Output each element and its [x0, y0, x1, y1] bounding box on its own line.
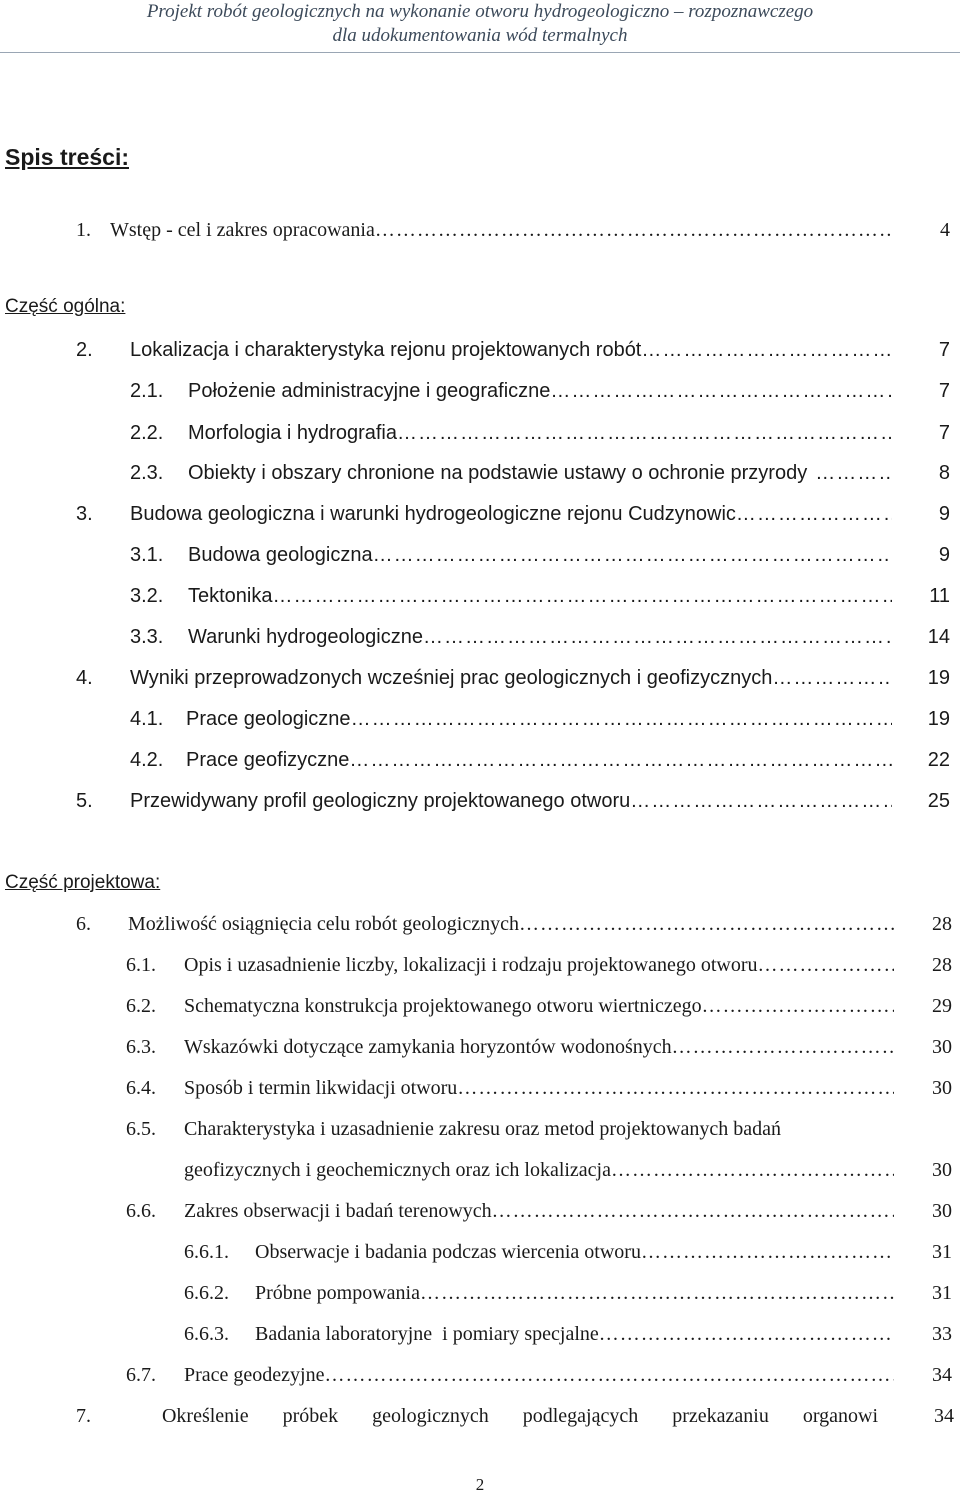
- toc-entry-text: Wyniki przeprowadzonych wcześniej prac geologicznych i geofizycznych: [130, 667, 773, 689]
- toc-entry-number: 4.2.: [130, 749, 164, 771]
- toc-entry-number: 2.2.: [130, 422, 164, 444]
- toc-entry-page: 30: [932, 1159, 952, 1181]
- toc-entry-number: 3.2.: [130, 585, 164, 607]
- toc-entry-number: 6.6.3.: [184, 1323, 229, 1345]
- toc-entry-number: 3.3.: [130, 626, 164, 648]
- toc-entry-text: Prace geodezyjne: [184, 1364, 325, 1386]
- toc-entry[interactable]: [76, 787, 950, 815]
- toc-entry-page: 33: [932, 1323, 952, 1345]
- toc-entry[interactable]: [126, 1197, 952, 1225]
- toc-entry[interactable]: [126, 1115, 906, 1143]
- toc-leader-dots: [519, 910, 894, 938]
- toc-entry[interactable]: [130, 746, 950, 774]
- toc-entry-page: 9: [938, 503, 950, 525]
- toc-leader-dots: [397, 419, 892, 447]
- toc-entry-page: 9: [938, 544, 950, 566]
- toc-leader-dots: [373, 541, 892, 569]
- header-line-2: dla udokumentowania wód termalnych: [332, 25, 628, 46]
- toc-entry-number: 6.3.: [126, 1036, 156, 1058]
- toc-entry-page: 34: [934, 1405, 954, 1427]
- toc-leader-dots: [630, 787, 892, 815]
- toc-entry-text: Prace geologiczne: [186, 708, 351, 730]
- toc-entry-number: 6.7.: [126, 1364, 156, 1386]
- toc-entry-text: geofizycznych i geochemicznych oraz ich lokalizacja: [184, 1159, 611, 1181]
- toc-entry-text: Zakres obserwacji i badań terenowych: [184, 1200, 492, 1222]
- toc-entry-text: Obiekty i obszary chronione na podstawie ustawy o ochronie przyrody: [188, 462, 808, 484]
- toc-entry-page: 30: [932, 1036, 952, 1058]
- toc-entry-page: 31: [932, 1241, 952, 1263]
- toc-entry-page: 4: [940, 219, 950, 241]
- toc-entry[interactable]: [126, 1074, 952, 1102]
- toc-leader-dots: [736, 500, 892, 528]
- toc-entry[interactable]: [76, 910, 952, 938]
- toc-entry[interactable]: [76, 336, 950, 364]
- toc-leader-dots: [457, 1074, 894, 1102]
- toc-entry-page: 19: [927, 667, 950, 689]
- toc-entry-continuation[interactable]: [184, 1156, 952, 1184]
- toc-entry-word: próbek: [282, 1405, 339, 1427]
- toc-entry-number: 4.1.: [130, 708, 164, 730]
- toc-leader-dots: [423, 623, 892, 651]
- toc-entry[interactable]: [76, 216, 950, 244]
- toc-entry[interactable]: [184, 1238, 952, 1266]
- toc-entry-text: Budowa geologiczna: [188, 544, 373, 566]
- section-heading-general: Część ogólna:: [5, 296, 126, 317]
- toc-entry[interactable]: [130, 705, 950, 733]
- toc-entry[interactable]: [126, 1033, 952, 1061]
- toc-entry-word: przekazaniu: [672, 1405, 769, 1427]
- toc-entry-number: 1.: [76, 219, 91, 241]
- toc-entry[interactable]: [130, 419, 950, 447]
- toc-entry-number: 3.1.: [130, 544, 164, 566]
- toc-entry[interactable]: [76, 500, 950, 528]
- toc-entry-text: Możliwość osiągnięcia celu robót geologicznych: [128, 913, 519, 935]
- toc-entry-number: 6.5.: [126, 1118, 156, 1140]
- toc-entry-number: 6.1.: [126, 954, 156, 976]
- toc-leader-dots: [324, 1361, 894, 1389]
- toc-entry-text: Sposób i termin likwidacji otworu: [184, 1077, 458, 1099]
- toc-entry-number: 7.: [76, 1405, 91, 1427]
- toc-entry-text: Morfologia i hydrografia: [188, 422, 397, 444]
- toc-entry-page: 34: [932, 1364, 952, 1386]
- toc-entry-page: 22: [927, 749, 950, 771]
- toc-entry-text: Badania laboratoryjne i pomiary specjalne: [255, 1323, 599, 1345]
- toc-entry-text: Tektonika: [188, 585, 273, 607]
- toc-entry-text: Lokalizacja i charakterystyka rejonu projektowanych robót: [130, 339, 642, 361]
- toc-entry-text: Przewidywany profil geologiczny projektowanego otworu: [130, 790, 631, 812]
- toc-leader-dots: [273, 582, 893, 610]
- toc-leader-dots: [702, 992, 894, 1020]
- toc-entry-word: geologicznych: [372, 1405, 489, 1427]
- toc-entry[interactable]: [126, 951, 952, 979]
- toc-entry[interactable]: [76, 664, 950, 692]
- toc-leader-dots: [672, 1033, 894, 1061]
- toc-entry-word: organowi: [802, 1405, 879, 1427]
- toc-entry-page: 8: [938, 462, 950, 484]
- toc-entry[interactable]: [126, 992, 952, 1020]
- toc-entry-text: Charakterystyka i uzasadnienie zakresu oraz metod projektowanych badań: [184, 1118, 781, 1140]
- toc-entry-page: 30: [932, 1077, 952, 1099]
- toc-entry-text: Położenie administracyjne i geograficzne: [188, 380, 551, 402]
- toc-entry-page: 25: [927, 790, 950, 812]
- toc-entry-text: Próbne pompowania: [255, 1282, 420, 1304]
- toc-entry-page: 30: [932, 1200, 952, 1222]
- toc-entry-text: Wstęp - cel i zakres opracowania: [110, 219, 375, 241]
- toc-leader-dots: [349, 746, 892, 774]
- toc-entry-page: 29: [932, 995, 952, 1017]
- toc-entry-text: Opis i uzasadnienie liczby, lokalizacji i rodzaju projektowanego otworu: [184, 954, 758, 976]
- toc-entry-page: 7: [938, 422, 950, 444]
- toc-entry-word: podlegających: [522, 1405, 639, 1427]
- toc-entry-number: 6.6.2.: [184, 1282, 229, 1304]
- toc-entry-page: 31: [932, 1282, 952, 1304]
- toc-entry-word: Określenie: [161, 1405, 249, 1427]
- toc-leader-dots: [351, 705, 892, 733]
- toc-entry-number: 2.3.: [130, 462, 164, 484]
- toc-leader-dots: [492, 1197, 894, 1225]
- toc-entry[interactable]: [76, 1402, 954, 1430]
- toc-entry-page: 7: [938, 339, 950, 361]
- toc-entry-text: Wskazówki dotyczące zamykania horyzontów wodonośnych: [184, 1036, 672, 1058]
- toc-entry[interactable]: [184, 1279, 952, 1307]
- toc-entry-number: 6.6.1.: [184, 1241, 229, 1263]
- section-heading-project: Część projektowa:: [5, 872, 161, 893]
- toc-entry-number: 6.: [76, 913, 91, 935]
- toc-entry-number: 6.4.: [126, 1077, 156, 1099]
- toc-leader-dots: [599, 1320, 894, 1348]
- toc-leader-dots: [550, 377, 892, 405]
- page-number: 2: [475, 1475, 485, 1494]
- toc-entry-text: Budowa geologiczna i warunki hydrogeologiczne rejonu Cudzynowic: [130, 503, 736, 525]
- toc-entry-text: Obserwacje i badania podczas wiercenia otworu: [255, 1241, 641, 1263]
- toc-entry-page: 14: [927, 626, 950, 648]
- toc-leader-dots: [420, 1279, 894, 1307]
- toc-entry[interactable]: [130, 459, 950, 487]
- toc-entry-number: 6.2.: [126, 995, 156, 1017]
- toc-entry-page: 7: [938, 380, 950, 402]
- toc-leader-dots: [641, 1238, 894, 1266]
- toc-title: Spis treści:: [5, 144, 129, 170]
- toc-leader-dots: [758, 951, 894, 979]
- toc-entry-number: 5.: [76, 790, 93, 812]
- toc-entry-page: 28: [932, 954, 952, 976]
- toc-entry[interactable]: [126, 1361, 952, 1389]
- toc-entry[interactable]: [130, 541, 950, 569]
- header-line-1: Projekt robót geologicznych na wykonanie otworu hydrogeologiczno – rozpoznawczego: [146, 1, 814, 22]
- toc-entry-number: 2.1.: [130, 380, 164, 402]
- toc-leader-dots: [611, 1156, 894, 1184]
- toc-entry-page: 19: [927, 708, 950, 730]
- toc-entry[interactable]: [130, 582, 950, 610]
- toc-entry-number: 4.: [76, 667, 93, 689]
- toc-entry-number: 6.6.: [126, 1200, 156, 1222]
- toc-entry[interactable]: [130, 377, 950, 405]
- toc-entry-text: Schematyczna konstrukcja projektowanego otworu wiertniczego: [184, 995, 702, 1017]
- toc-entry[interactable]: [184, 1320, 952, 1348]
- toc-leader-dots: [641, 336, 892, 364]
- toc-entry-page: 28: [932, 913, 952, 935]
- toc-entry[interactable]: [130, 623, 950, 651]
- toc-leader-dots: [815, 459, 892, 487]
- toc-entry-number: 2.: [76, 339, 93, 361]
- toc-entry-number: 3.: [76, 503, 93, 525]
- toc-leader-dots: [375, 216, 892, 244]
- toc-entry-text: Prace geofizyczne: [186, 749, 350, 771]
- toc-entry-text: Warunki hydrogeologiczne: [188, 626, 423, 648]
- toc-entry-page: 11: [929, 585, 950, 607]
- document-header: [0, 0, 960, 53]
- toc-leader-dots: [772, 664, 892, 692]
